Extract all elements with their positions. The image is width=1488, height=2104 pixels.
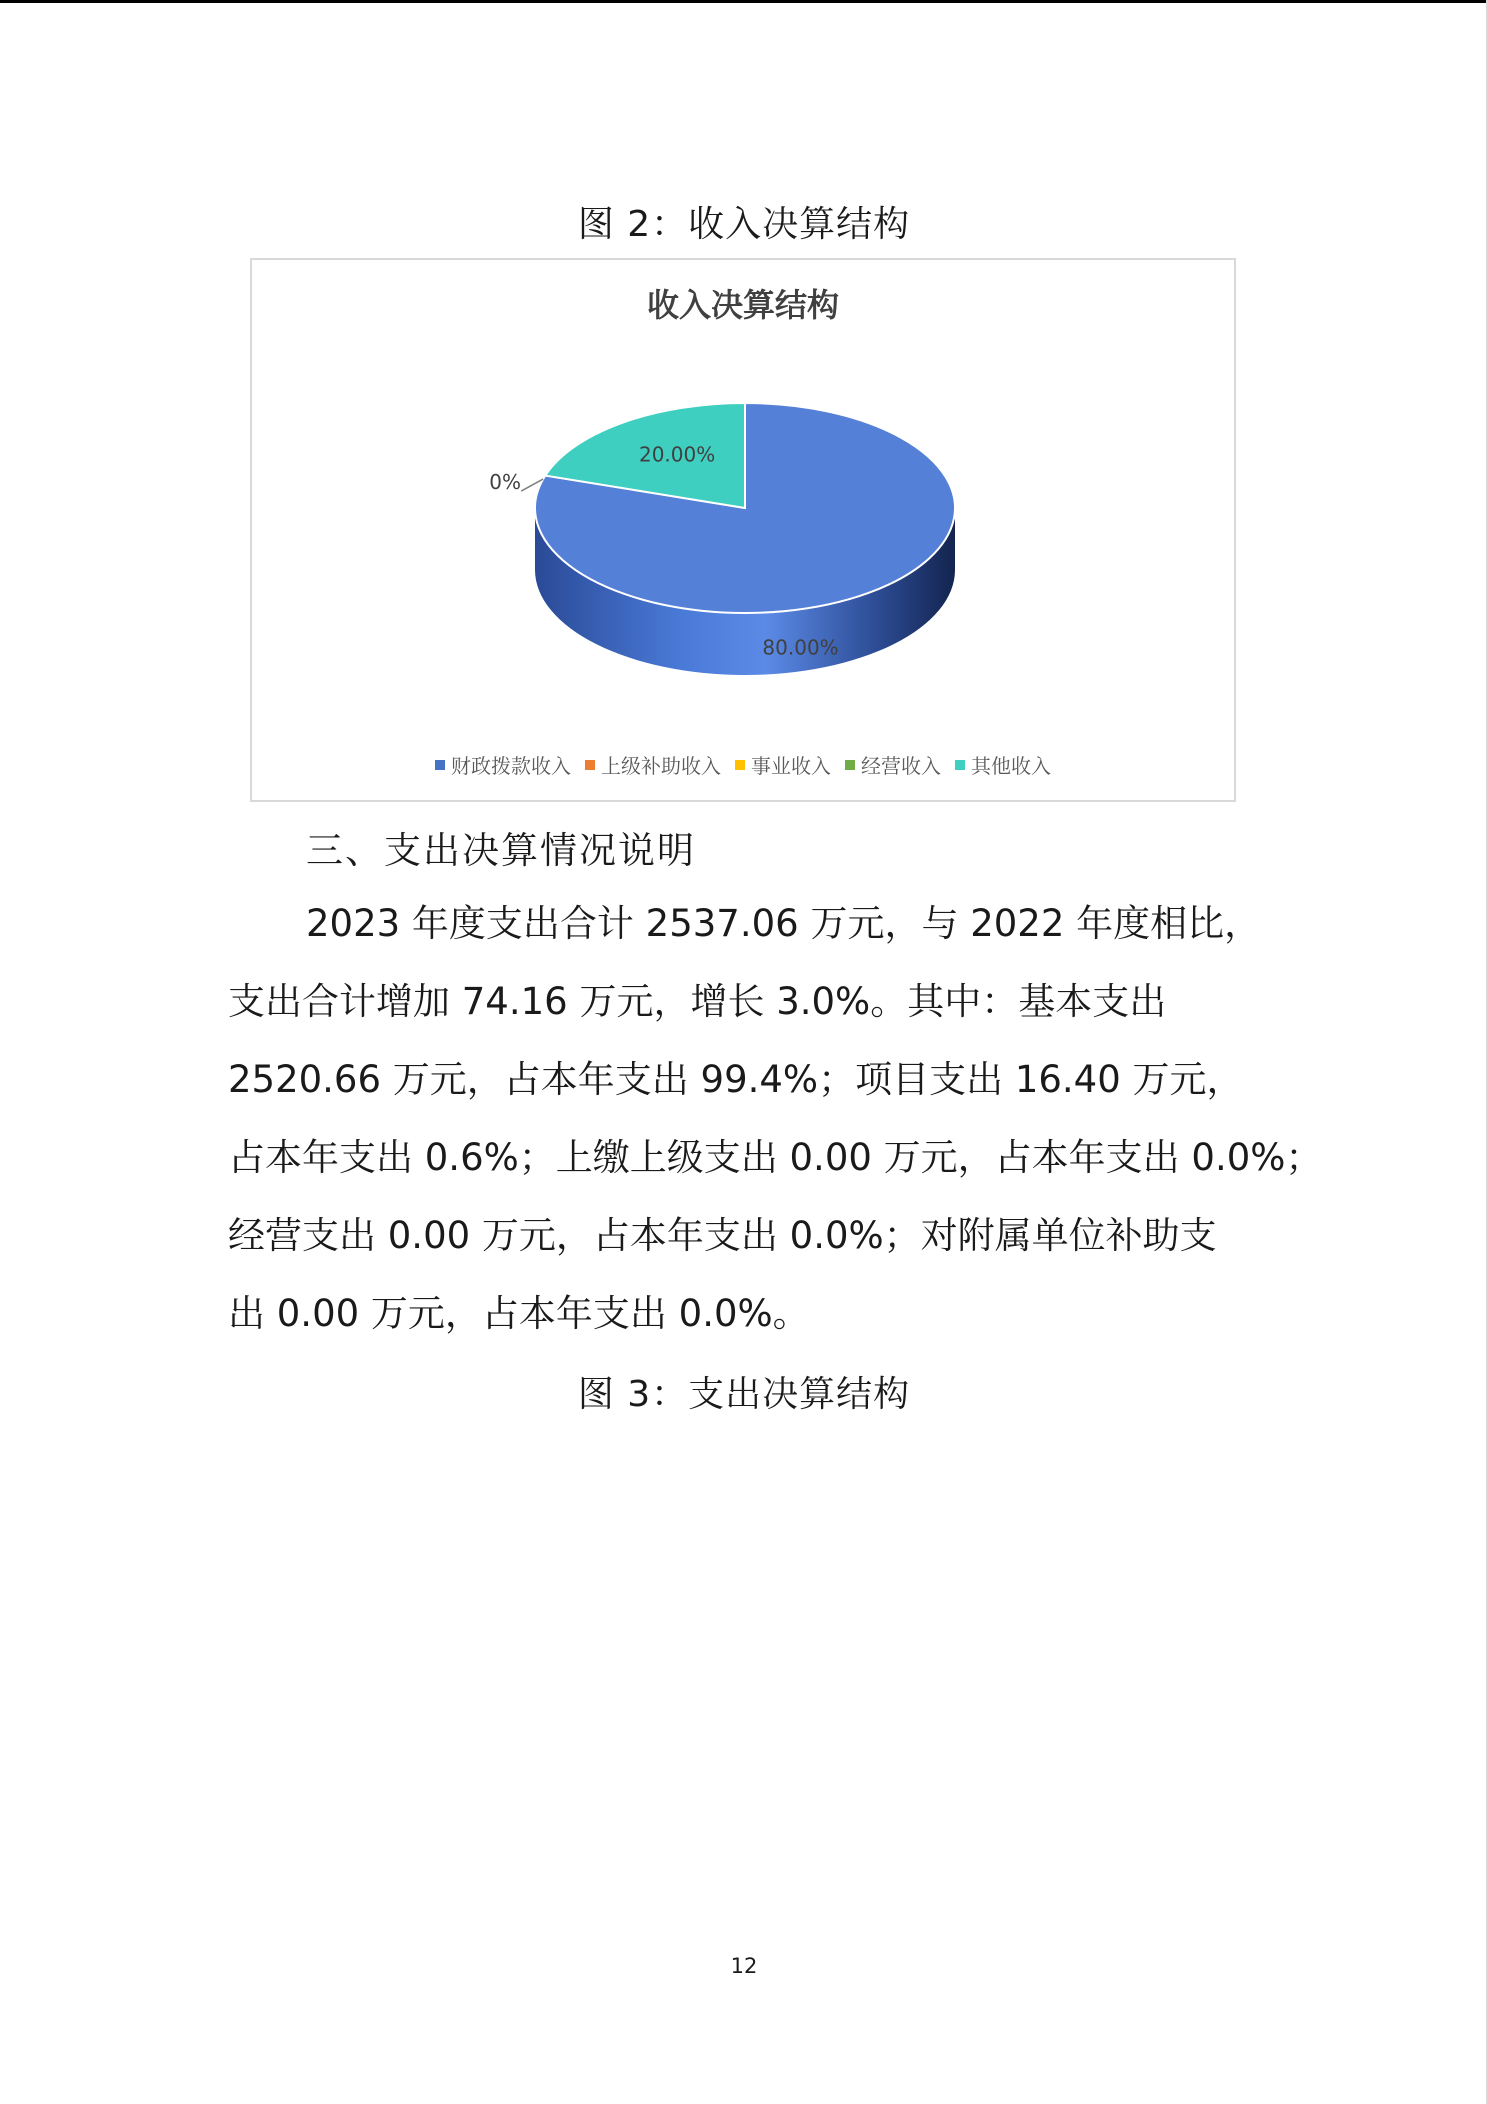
top-border — [0, 0, 1488, 3]
legend-swatch — [955, 760, 965, 770]
paragraph-line: 出 0.00 万元，占本年支出 0.0%。 — [228, 1292, 810, 1335]
legend-swatch — [735, 760, 745, 770]
paragraph-line: 支出合计增加 74.16 万元，增长 3.0%。其中：基本支出 — [228, 980, 1167, 1023]
legend-swatch — [585, 760, 595, 770]
legend-item: 经营收入 — [845, 750, 941, 779]
paragraph-line: 2520.66 万元，占本年支出 99.4%；项目支出 16.40 万元， — [228, 1058, 1244, 1101]
legend-item: 其他收入 — [955, 750, 1051, 779]
chart-title: 收入决算结构 — [646, 286, 839, 324]
data-label-zero: 0% — [489, 470, 522, 495]
page-number: 12 — [730, 1954, 758, 1978]
paragraph-line: 占本年支出 0.6%；上缴上级支出 0.00 万元，占本年支出 0.0%； — [228, 1136, 1323, 1179]
paragraph-line: 2023 年度支出合计 2537.06 万元，与 2022 年度相比， — [306, 902, 1262, 945]
chart-legend — [252, 750, 1234, 779]
legend-item: 财政拨款收入 — [435, 750, 571, 779]
legend-item: 事业收入 — [735, 750, 831, 779]
pie-chart-canvas — [252, 260, 1238, 804]
section-heading: 三、支出决算情况说明 — [306, 829, 696, 872]
legend-item: 上级补助收入 — [585, 750, 721, 779]
figure-2-caption: 图 2：收入决算结构 — [577, 204, 911, 245]
data-label-fiscal: 80.00% — [762, 635, 839, 660]
data-label-other: 20.00% — [638, 442, 716, 467]
paragraph-line: 经营支出 0.00 万元，占本年支出 0.0%；对附属单位补助支 — [228, 1214, 1217, 1257]
legend-swatch — [845, 760, 855, 770]
legend-swatch — [435, 760, 445, 770]
figure-3-caption: 图 3：支出决算结构 — [577, 1374, 911, 1415]
expenditure-paragraph — [228, 885, 1323, 1353]
income-chart — [250, 258, 1236, 802]
